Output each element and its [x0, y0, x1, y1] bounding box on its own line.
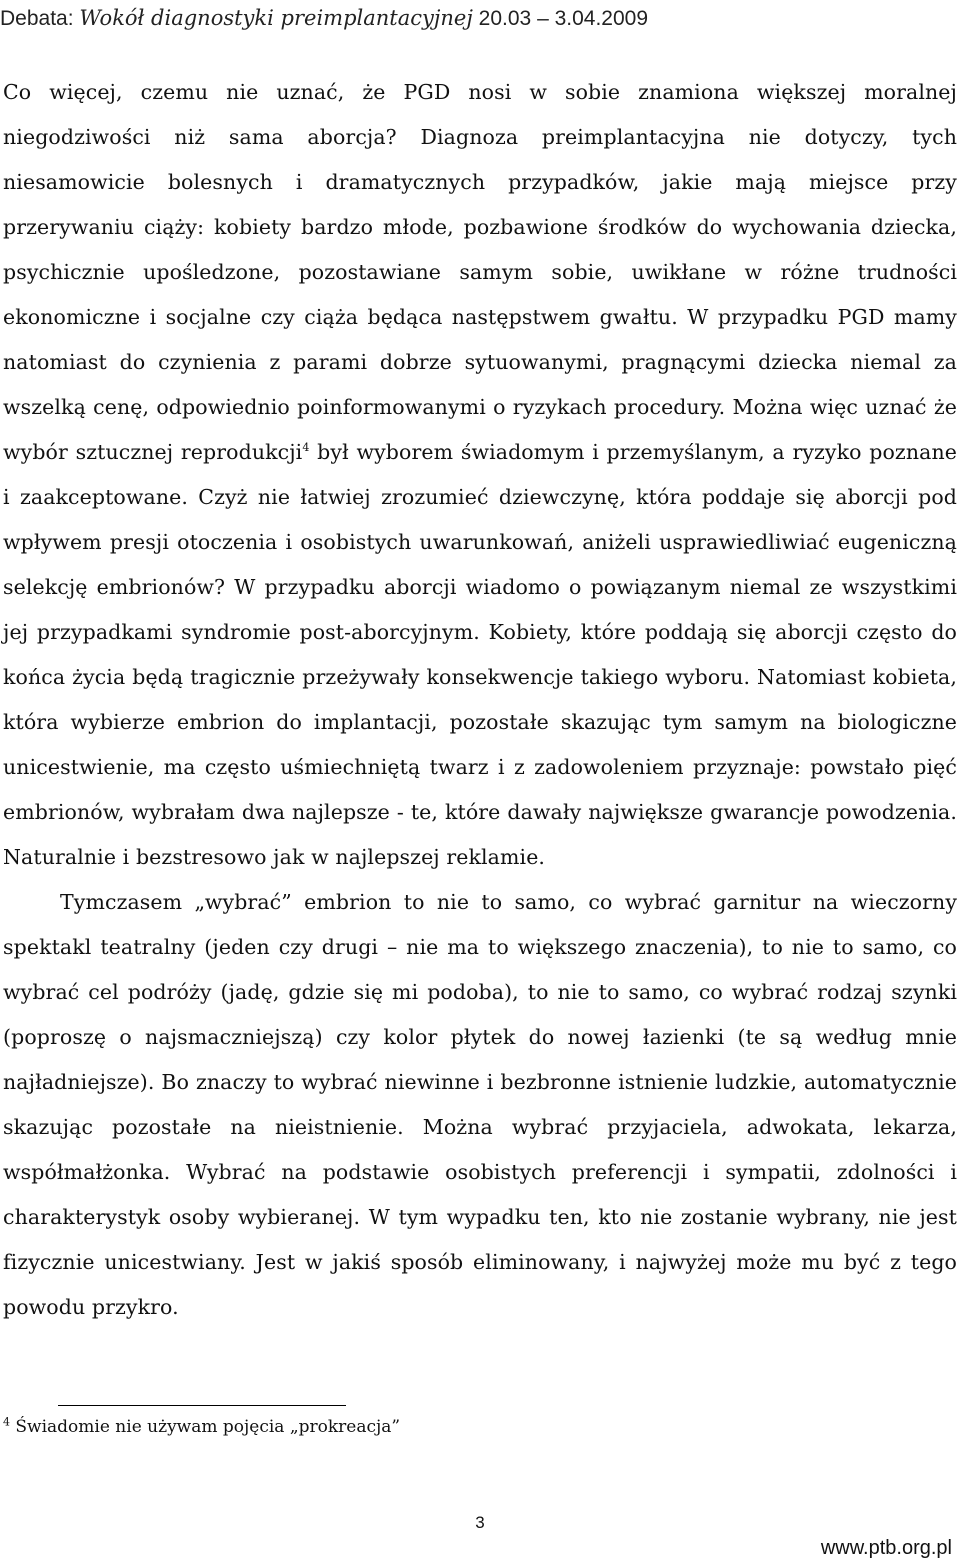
body-text — [3, 70, 957, 1330]
paragraph-1 — [3, 70, 957, 880]
footnote-number: 4 — [3, 1415, 10, 1429]
header-topic: Wokół diagnostyki preimplantacyjnej — [79, 6, 473, 30]
document-header — [0, 6, 960, 31]
paragraph-1-text-b: był wyborem świadomym i przemyślanym, a ryzyko poznane i zaakceptowane. Czyż nie łatwiej zrozumieć dziewczynę, która poddaje się aborcji pod wpływem presji otoczenia i osobistych uwarunkowań, aniżeli usprawiedliwiać eugeniczną selekcję embrionów? W przypadku aborcji wiadomo o powiązanym niemal ze wszystkimi jej przypadkami syndromie post-aborcyjnym. Kobiety, które poddają się aborcji często do końca życia będą tragicznie przeżywały konsekwencje takiego wyboru. Natomiast kobieta, która wybierze embrion do implantacji, pozostałe skazując tym samym na biologiczne unicestwienie, ma często uśmiechniętą twarz i z zadowoleniem przyznaje: powstało pięć embrionów, wybrałam dwa najlepsze - te, które dawały największe gwarancje powodzenia. Naturalnie i bezstresowo jak w najlepszej reklamie. — [3, 440, 957, 869]
footnote-separator — [58, 1405, 346, 1406]
footnote-reference[interactable]: 4 — [302, 441, 310, 455]
page-number: 3 — [475, 1513, 485, 1532]
footnote — [3, 1417, 400, 1437]
header-lead: Debata: — [0, 7, 80, 30]
website-link[interactable]: www.ptb.org.pl — [820, 1537, 952, 1559]
paragraph-1-text-a: Co więcej, czemu nie uznać, że PGD nosi w sobie znamiona większej moralnej niegodziwości niż sama aborcja? Diagnoza preimplantacyjna nie dotyczy, tych niesamowicie bolesnych i dramatycznych przypadków, jakie mają miejsce przy przerywaniu ciąży: kobiety bardzo młode, pozbawione środków do wychowania dziecka, psychicznie upośledzone, pozostawiane samym sobie, uwikłane w różne trudności ekonomiczne i socjalne czy ciąża będąca następstwem gwałtu. W przypadku PGD mamy natomiast do czynienia z parami dobrze sytuowanymi, pragnącymi dziecka niemal za wszelką cenę, odpowiednio poinformowanymi o ryzykach procedury. Można więc uznać że wybór sztucznej reprodukcji — [3, 80, 957, 464]
header-dates: 20.03 – 3.04.2009 — [472, 7, 649, 30]
paragraph-2: Tymczasem „wybrać” embrion to nie to samo, co wybrać garnitur na wieczorny spektakl teatralny (jeden czy drugi – nie ma to większego znaczenia), to nie to samo, co wybrać cel podróży (jadę, gdzie się mi podoba), to nie to samo, co wybrać rodzaj szynki (poproszę o najsmaczniejszą) czy kolor płytek do nowej łazienki (te są według mnie najładniejsze). Bo znaczy to wybrać niewinne i bezbronne istnienie ludzkie, automatycznie skazując pozostałe na nieistnienie. Można wybrać przyjaciela, adwokata, lekarza, współmałżonka. Wybrać na podstawie osobistych preferencji i sympatii, zdolności i charakterystyk osoby wybieranej. W tym wypadku ten, kto nie zostanie wybrany, nie jest fizycznie unicestwiany. Jest w jakiś sposób eliminowany, i najwyżej może mu być z tego powodu przykro. — [3, 890, 957, 1319]
footnote-text: Świadomie nie używam pojęcia „prokreacja” — [10, 1417, 401, 1437]
